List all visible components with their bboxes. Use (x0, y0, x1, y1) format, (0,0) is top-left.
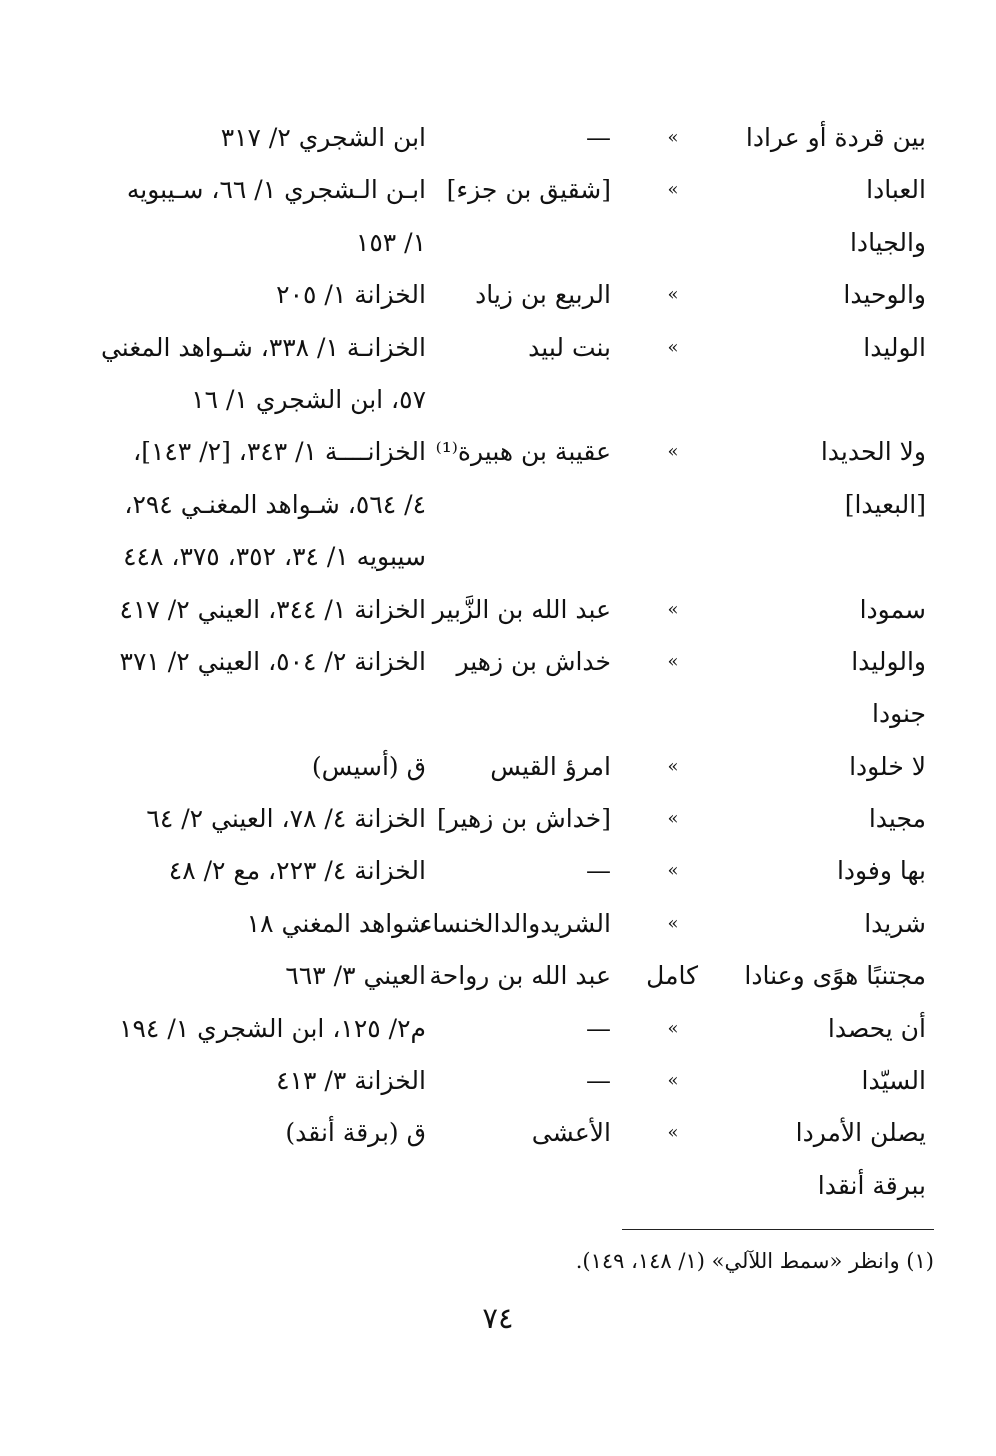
verse-ending: أن يحصدا (827, 1013, 926, 1043)
table-row (60, 950, 926, 1002)
source-reference: شواهد المغني ١٨ (246, 908, 426, 938)
verse-ending: لا خلودا (849, 751, 926, 781)
verse-ending: ولا الحديدا (820, 437, 926, 467)
poet-name: — (586, 1066, 611, 1096)
table-row (60, 741, 926, 793)
table-row (60, 164, 926, 216)
verse-ending: شريدا (864, 908, 926, 938)
source-reference: ابن الشجري ٢/ ٣١٧ (220, 123, 426, 152)
verse-ending: مجتنبًا هوًى وعنادا (744, 961, 926, 991)
verse-ending: سمودا (859, 594, 926, 624)
source-reference: ق (برقة أنقد) (285, 1118, 426, 1148)
verse-ending: مجيدا (868, 804, 926, 834)
footnote-separator (622, 1229, 934, 1230)
poet-name: عقيبة بن هبيرة⁽¹⁾ (435, 437, 611, 467)
poet-name: خداش بن زهير (456, 646, 611, 676)
table-row (60, 426, 926, 478)
meter: كامل (646, 961, 698, 991)
poet-name (426, 217, 611, 269)
table-row (60, 1160, 926, 1212)
table-row (60, 112, 926, 164)
table-row (60, 374, 926, 426)
poet-name: — (586, 123, 611, 152)
table-row (60, 636, 926, 688)
meter: » (667, 808, 679, 830)
meter (648, 1160, 698, 1212)
poet-name (426, 1160, 611, 1212)
poet-name: [شقيق بن جزء] (446, 175, 611, 205)
poet-name: الأعشى (531, 1118, 611, 1148)
poet-name: — (586, 856, 611, 886)
meter: » (667, 598, 679, 620)
source-reference: ق (أسيس) (311, 751, 426, 781)
meter (648, 479, 698, 531)
verse-ending: جنودا (872, 699, 926, 729)
source-reference (0, 688, 426, 740)
verse-ending: الوليدا (863, 332, 926, 362)
poet-name: بنت لبيد (528, 332, 611, 362)
table-row (60, 322, 926, 374)
table-row (60, 584, 926, 636)
poet-name (426, 688, 611, 740)
table-row (60, 688, 926, 740)
poet-name: — (586, 1013, 611, 1043)
meter (648, 531, 698, 583)
poet-name: امرؤ القيس (490, 751, 611, 781)
meter: » (667, 755, 679, 777)
source-reference: الخزانة ١/ ٣٤٤، العيني ٢/ ٤١٧ (119, 594, 426, 624)
meter (648, 217, 698, 269)
meter: » (667, 912, 679, 934)
meter: » (667, 336, 679, 358)
source-reference: ٥٧، ابن الشجري ١/ ١٦ (191, 384, 426, 414)
page-number: ٧٤ (482, 1301, 514, 1335)
poet-name: الشريدوالدالخنساء (420, 908, 611, 938)
verse-ending: والوليدا (851, 646, 926, 676)
poet-name: عبد الله بن رواحة (429, 961, 611, 991)
table-row (60, 531, 926, 583)
table-row (60, 217, 926, 269)
meter: » (667, 1070, 679, 1092)
table-row (60, 1107, 926, 1159)
verse-ending: بين قردة أو عرادا (745, 123, 926, 152)
source-reference: الخزانة ١/ ٢٠٥ (276, 280, 426, 310)
source-reference (0, 1160, 426, 1212)
source-reference: العيني ٣/ ٦٦٣ (285, 961, 426, 991)
footnote: (١) وانظر «سمط اللآلي» (١/ ١٤٨، ١٤٩). (575, 1249, 934, 1273)
verse-ending: والجيادا (849, 227, 926, 257)
table-row (60, 845, 926, 897)
table-row (60, 269, 926, 321)
source-reference: ١/ ١٥٣ (355, 227, 426, 257)
meter: » (667, 441, 679, 463)
table-row (60, 1055, 926, 1107)
source-reference: الخزانــــة ١/ ٣٤٣، [٢/ ١٤٣]، (133, 437, 426, 467)
poet-name (426, 479, 611, 531)
meter (648, 688, 698, 740)
verse-ending: يصلن الأمردا (795, 1118, 926, 1148)
source-reference: م٢/ ١٢٥، ابن الشجري ١/ ١٩٤ (119, 1013, 426, 1043)
source-reference: سيبويه ١/ ٣٤، ٣٥٢، ٣٧٥، ٤٤٨ (123, 542, 426, 572)
poet-name: [خداش بن زهير] (436, 804, 611, 834)
poet-name (426, 531, 611, 583)
verse-ending: ببرقة أنقدا (817, 1170, 926, 1200)
verse-ending: السيّدا (861, 1066, 926, 1096)
table-row (60, 793, 926, 845)
meter: » (667, 650, 679, 672)
verse-ending: [البعيدا] (844, 489, 926, 519)
meter: » (667, 1122, 679, 1144)
table-row (60, 1003, 926, 1055)
poet-name (426, 374, 611, 426)
meter: » (667, 860, 679, 882)
meter: » (667, 179, 679, 201)
poet-name: عبد الله بن الزَّبير (432, 594, 611, 624)
meter: » (667, 284, 679, 306)
verse-ending (736, 374, 926, 426)
source-reference: الخزانة ٣/ ٤١٣ (276, 1066, 426, 1096)
meter (648, 374, 698, 426)
poet-name: الربيع بن زياد (475, 280, 611, 310)
meter: » (667, 127, 679, 148)
verse-ending: والوحيدا (843, 280, 926, 310)
verse-ending: العبادا (866, 175, 926, 205)
table-row (60, 898, 926, 950)
source-reference: ٤/ ٥٦٤، شـواهد المغنـي ٢٩٤، (124, 489, 426, 519)
source-reference: الخزانة ٤/ ٧٨، العيني ٢/ ٦٤ (146, 804, 426, 834)
source-reference: الخزانـة ١/ ٣٣٨، شـواهد المغني (100, 332, 426, 362)
verse-index-table (60, 112, 926, 1212)
table-row (60, 479, 926, 531)
verse-ending (736, 531, 926, 583)
verse-ending: بها وفودا (836, 856, 926, 886)
source-reference: ابـن الـشجري ١/ ٦٦، سـيبويه (126, 175, 426, 205)
source-reference: الخزانة ٤/ ٢٢٣، مع ٢/ ٤٨ (168, 856, 426, 886)
meter: » (667, 1017, 679, 1039)
source-reference: الخزانة ٢/ ٥٠٤، العيني ٢/ ٣٧١ (119, 646, 426, 676)
